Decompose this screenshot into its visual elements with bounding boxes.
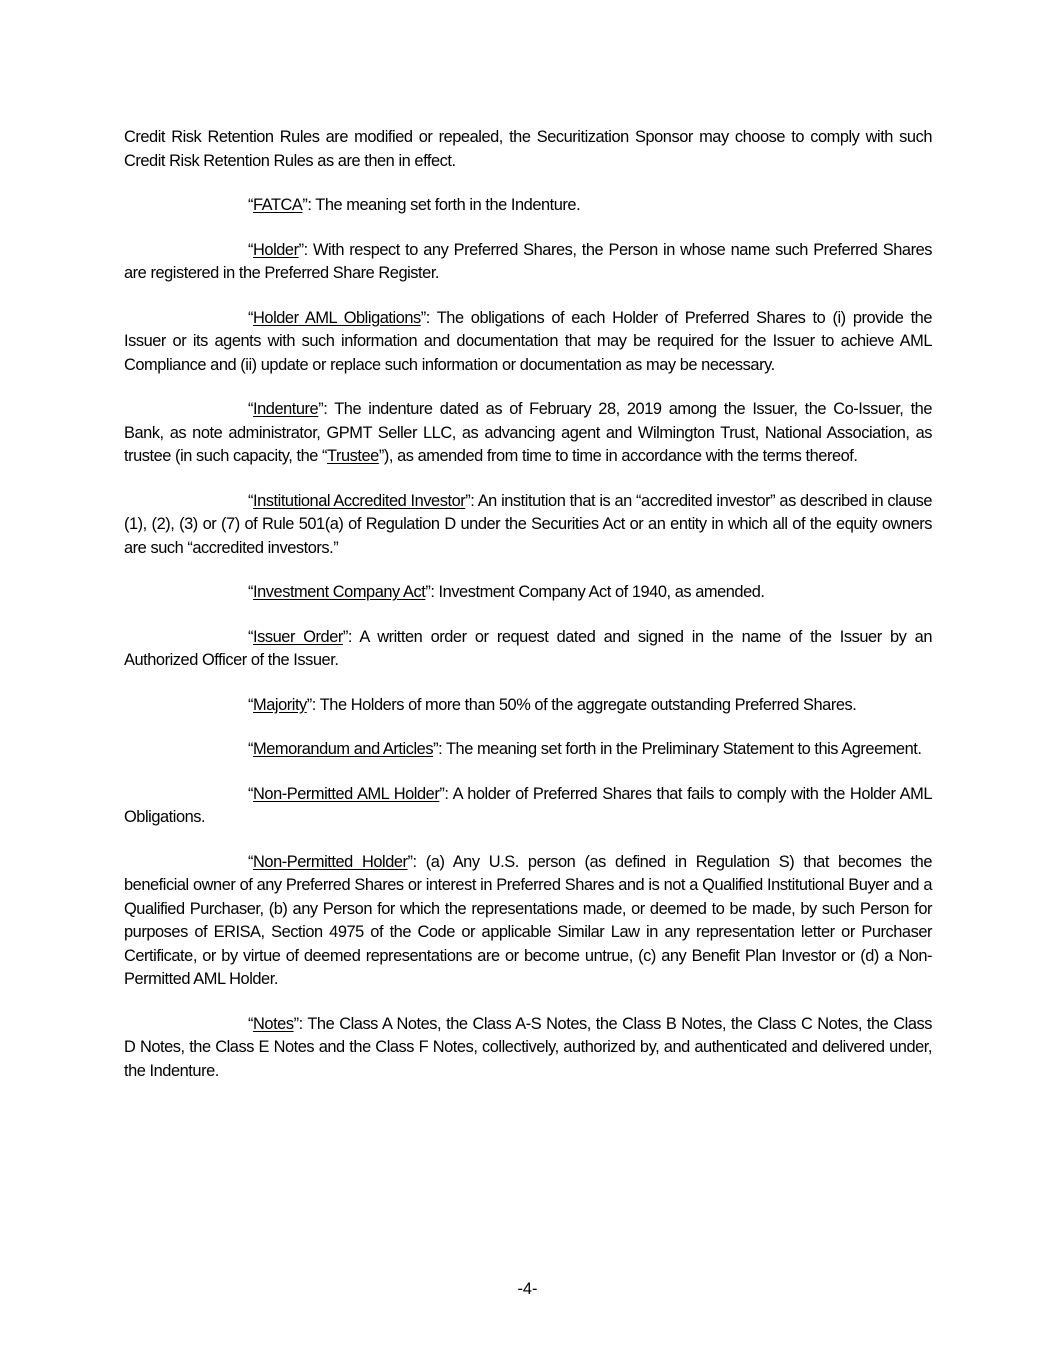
defined-term: Holder xyxy=(253,240,299,259)
definition-non-permitted-aml-holder: “Non-Permitted AML Holder”: A holder of Preferred Shares that fails to comply with the Holder AML Obligations. xyxy=(124,784,933,826)
definition-text: Investment Company Act of 1940, as amended. xyxy=(438,583,765,601)
defined-term: Holder AML Obligations xyxy=(253,308,421,327)
definition-text: A holder of Preferred Shares that fails to comply with the Holder AML Obligations. xyxy=(124,784,933,826)
defined-term: Issuer Order xyxy=(253,627,343,646)
definition-text: The Holders of more than 50% of the aggregate outstanding Preferred Shares. xyxy=(319,695,857,714)
definition-indenture: “Indenture”: The indenture dated as of February 28, 2019 among the Issuer, the Co-Issuer, the Bank, as note administrator, GPMT Seller LLC, as advancing agent and Wilmington Trust, National Association, as trustee (in such capacity, the “Trustee”), as amended from time to time in accordance with the terms thereof. xyxy=(124,400,933,465)
definition-text: The meaning set forth in the Preliminary Statement to this Agreement. xyxy=(445,740,922,758)
defined-term: Majority xyxy=(253,695,307,714)
continuation-paragraph: Credit Risk Retention Rules are modified or repealed, the Securitization Sponsor may choose to comply with such Credit Risk Retention Rules as are then in effect. xyxy=(124,128,932,170)
document-page xyxy=(124,126,932,1104)
defined-term: FATCA xyxy=(253,196,303,214)
definition-text: The Class A Notes, the Class A-S Notes, the Class B Notes, the Class C Notes, the Class D Notes, the Class E Notes and the Class F Notes, collectively, authorized by, and authenticated and delivered under, the Indenture. xyxy=(124,1014,932,1080)
defined-term: Institutional Accredited Investor xyxy=(253,491,466,510)
definition-issuer-order: “Issuer Order”: A written order or request dated and signed in the name of the Issuer by an Authorized Officer of the Issuer. xyxy=(124,627,933,669)
definition-text-after: ”), as amended from time to time in accordance with the terms thereof. xyxy=(378,447,858,465)
defined-term-trustee: Trustee xyxy=(327,447,379,465)
defined-term: Memorandum and Articles xyxy=(253,740,434,758)
defined-term: Investment Company Act xyxy=(253,583,426,601)
definition-text: With respect to any Preferred Shares, the Person in whose name such Preferred Shares are registered in the Preferred Share Register. xyxy=(124,240,932,282)
defined-term: Non-Permitted Holder xyxy=(253,852,408,871)
definition-text: The meaning set forth in the Indenture. xyxy=(315,196,581,214)
definition-text: The obligations of each Holder of Preferred Shares to (i) provide the Issuer or its agents with such information and documentation that may be required for the Issuer to achieve AML Compliance and (ii) update or replace such information or documentation as may be necessary. xyxy=(124,308,933,374)
definition-text: A written order or request dated and signed in the name of the Issuer by an Authorized Officer of the Issuer. xyxy=(124,627,933,669)
definition-memorandum-and-articles: “Memorandum and Articles”: The meaning set forth in the Preliminary Statement to this Agreement. xyxy=(248,740,922,758)
definition-investment-company-act: “Investment Company Act”: Investment Company Act of 1940, as amended. xyxy=(248,583,765,601)
definition-notes: “Notes”: The Class A Notes, the Class A-S Notes, the Class B Notes, the Class C Notes, the Class D Notes, the Class E Notes and the Class F Notes, collectively, authorized by, and authenticated and delivered under, the Indenture. xyxy=(124,1014,932,1080)
definition-text: The indenture dated as of February 28, 2019 among the Issuer, the Co-Issuer, the Bank, as note administrator, GPMT Seller LLC, as advancing agent and Wilmington Trust, National Association, as trustee (in such capacity, the “ xyxy=(124,400,933,465)
defined-term: Indenture xyxy=(253,400,319,418)
defined-term: Notes xyxy=(253,1014,294,1033)
definition-holder: “Holder”: With respect to any Preferred Shares, the Person in whose name such Preferred Shares are registered in the Preferred Share Register. xyxy=(124,240,932,282)
definition-institutional-accredited-investor: “Institutional Accredited Investor”: An institution that is an “accredited investor” as described in clause (1), (2), (3) or (7) of Rule 501(a) of Regulation D under the Securities Act or an entity in which all of the equity owners are such “accredited investors.” xyxy=(124,491,933,557)
definition-non-permitted-holder: “Non-Permitted Holder”: (a) Any U.S. person (as defined in Regulation S) that becomes the beneficial owner of any Preferred Shares or interest in Preferred Shares and is not a Qualified Institutional Buyer and a Qualified Purchaser, (b) any Person for which the representations made, or deemed to be made, by such Person for purposes of ERISA, Section 4975 of the Code or applicable Similar Law in any representation letter or Purchaser Certificate, or by virtue of deemed representations are or become untrue, (c) any Benefit Plan Investor or (d) a Non-Permitted AML Holder. xyxy=(124,852,932,988)
definition-majority: “Majority”: The Holders of more than 50% of the aggregate outstanding Preferred Shares. xyxy=(248,695,857,714)
definition-holder-aml-obligations: “Holder AML Obligations”: The obligations of each Holder of Preferred Shares to (i) provide the Issuer or its agents with such information and documentation that may be required for the Issuer to achieve AML Compliance and (ii) update or replace such information or documentation as may be necessary. xyxy=(124,308,933,374)
defined-term: Non-Permitted AML Holder xyxy=(253,784,440,803)
page-number: -4- xyxy=(517,1280,538,1298)
definition-fatca: “FATCA”: The meaning set forth in the Indenture. xyxy=(248,196,581,214)
definition-text: An institution that is an “accredited investor” as described in clause (1), (2), (3) or (7) of Rule 501(a) of Regulation D under the Securities Act or an entity in which all of the equity owners are such “accredited investors.” xyxy=(124,491,933,557)
definition-text: (a) Any U.S. person (as defined in Regulation S) that becomes the beneficial owner of any Preferred Shares or interest in Preferred Shares and is not a Qualified Institutional Buyer and a Qualified Purchaser, (b) any Person for which the representations made, or deemed to be made, by such Person for purposes of ERISA, Section 4975 of the Code or applicable Similar Law in any representation letter or Purchaser Certificate, or by virtue of deemed representations are or become untrue, (c) any Benefit Plan Investor or (d) a Non-Permitted AML Holder. xyxy=(124,852,932,988)
